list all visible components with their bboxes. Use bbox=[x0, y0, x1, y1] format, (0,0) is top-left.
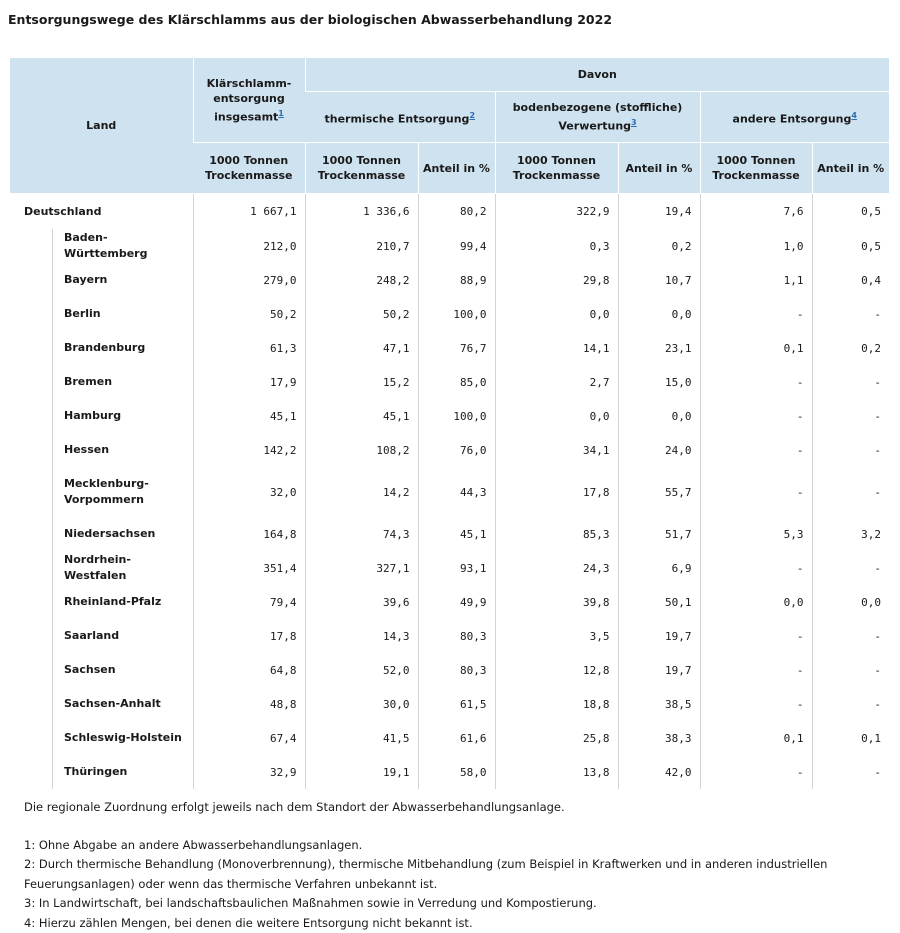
row-value: 212,0 bbox=[193, 229, 305, 263]
row-value: 0,0 bbox=[700, 585, 812, 619]
row-land-name: Thüringen bbox=[10, 755, 193, 789]
row-value: 61,6 bbox=[418, 721, 495, 755]
header-land: Land bbox=[10, 58, 193, 194]
footnote-link-1[interactable]: 1 bbox=[278, 108, 284, 118]
row-value: 19,7 bbox=[618, 619, 700, 653]
row-land-name: Rheinland-Pfalz bbox=[10, 585, 193, 619]
row-land-name: Hamburg bbox=[10, 399, 193, 433]
row-value: 17,8 bbox=[193, 619, 305, 653]
row-value: 0,2 bbox=[812, 331, 889, 365]
row-value: - bbox=[812, 551, 889, 585]
row-value: 2,7 bbox=[495, 365, 618, 399]
table-row bbox=[10, 585, 889, 619]
header-unit-share: Anteil in % bbox=[812, 143, 889, 194]
row-value: 17,9 bbox=[193, 365, 305, 399]
header-thermal: thermische Entsorgung$^2$ bbox=[305, 92, 495, 143]
row-value: 39,8 bbox=[495, 585, 618, 619]
row-value: 38,3 bbox=[618, 721, 700, 755]
row-value: 99,4 bbox=[418, 229, 495, 263]
table-row bbox=[10, 619, 889, 653]
row-value: 0,1 bbox=[700, 331, 812, 365]
row-value: - bbox=[812, 433, 889, 467]
row-value: 34,1 bbox=[495, 433, 618, 467]
row-value: - bbox=[700, 755, 812, 789]
row-value: - bbox=[700, 551, 812, 585]
row-value: 52,0 bbox=[305, 653, 418, 687]
row-value: - bbox=[812, 653, 889, 687]
table-row bbox=[10, 399, 889, 433]
table-row bbox=[10, 467, 889, 517]
row-value: 164,8 bbox=[193, 517, 305, 551]
row-value: 0,0 bbox=[495, 399, 618, 433]
header-unit-mass: 1000 Tonnen Trockenmasse bbox=[700, 143, 812, 194]
row-value: 85,0 bbox=[418, 365, 495, 399]
row-land-name: Sachsen-Anhalt bbox=[10, 687, 193, 721]
row-value: 61,5 bbox=[418, 687, 495, 721]
row-land-name: Hessen bbox=[10, 433, 193, 467]
row-value: 25,8 bbox=[495, 721, 618, 755]
row-value: 142,2 bbox=[193, 433, 305, 467]
row-value: 80,2 bbox=[418, 194, 495, 230]
row-value: 13,8 bbox=[495, 755, 618, 789]
row-value: 15,2 bbox=[305, 365, 418, 399]
row-value: 48,8 bbox=[193, 687, 305, 721]
page-title: Entsorgungswege des Klärschlamms aus der biologischen Abwasserbehandlung 2022 bbox=[8, 12, 613, 27]
row-value: - bbox=[812, 297, 889, 331]
footnote-4: 4: Hierzu zählen Mengen, bei denen die weitere Entsorgung nicht bekannt ist. bbox=[24, 915, 473, 930]
row-land-name: Niedersachsen bbox=[10, 517, 193, 551]
row-value: 93,1 bbox=[418, 551, 495, 585]
row-value: 80,3 bbox=[418, 619, 495, 653]
row-value: 50,1 bbox=[618, 585, 700, 619]
row-value: 15,0 bbox=[618, 365, 700, 399]
row-value: 10,7 bbox=[618, 263, 700, 297]
row-value: 79,4 bbox=[193, 585, 305, 619]
row-value: 1,1 bbox=[700, 263, 812, 297]
row-value: 100,0 bbox=[418, 297, 495, 331]
row-value: 45,1 bbox=[305, 399, 418, 433]
row-value: 12,8 bbox=[495, 653, 618, 687]
row-value: - bbox=[812, 619, 889, 653]
row-value: - bbox=[700, 433, 812, 467]
row-value: 39,6 bbox=[305, 585, 418, 619]
row-value: 64,8 bbox=[193, 653, 305, 687]
row-land-name: Brandenburg bbox=[10, 331, 193, 365]
row-value: 18,8 bbox=[495, 687, 618, 721]
row-value: 42,0 bbox=[618, 755, 700, 789]
row-value: 3,2 bbox=[812, 517, 889, 551]
row-value: 6,9 bbox=[618, 551, 700, 585]
table-row bbox=[10, 721, 889, 755]
row-value: - bbox=[700, 399, 812, 433]
row-value: 44,3 bbox=[418, 467, 495, 517]
footnote-1: 1: Ohne Abgabe an andere Abwasserbehandlungsanlagen. bbox=[24, 837, 363, 852]
row-value: 32,0 bbox=[193, 467, 305, 517]
table-row bbox=[10, 297, 889, 331]
row-value: 49,9 bbox=[418, 585, 495, 619]
row-value: 0,4 bbox=[812, 263, 889, 297]
row-value: 327,1 bbox=[305, 551, 418, 585]
footnote-link-4[interactable]: 4 bbox=[851, 110, 857, 120]
row-value: 108,2 bbox=[305, 433, 418, 467]
row-value: - bbox=[812, 365, 889, 399]
row-value: 61,3 bbox=[193, 331, 305, 365]
row-value: 85,3 bbox=[495, 517, 618, 551]
row-value: 30,0 bbox=[305, 687, 418, 721]
footnotes bbox=[24, 798, 884, 933]
row-land-name: Mecklenburg-Vorpommern bbox=[10, 467, 193, 517]
row-value: 0,1 bbox=[812, 721, 889, 755]
row-value: 0,0 bbox=[618, 399, 700, 433]
row-value: 51,7 bbox=[618, 517, 700, 551]
row-value: - bbox=[700, 653, 812, 687]
regional-note: Die regionale Zuordnung erfolgt jeweils nach dem Standort der Abwasserbehandlungsanlage. bbox=[24, 800, 565, 814]
table-row bbox=[10, 263, 889, 297]
table-row bbox=[10, 551, 889, 585]
row-value: 24,3 bbox=[495, 551, 618, 585]
row-value: 1 667,1 bbox=[193, 194, 305, 230]
row-value: - bbox=[812, 755, 889, 789]
table-row bbox=[10, 229, 889, 263]
row-land-name: Sachsen bbox=[10, 653, 193, 687]
header-unit-share: Anteil in % bbox=[418, 143, 495, 194]
row-value: 210,7 bbox=[305, 229, 418, 263]
row-value: 0,1 bbox=[700, 721, 812, 755]
row-value: 14,1 bbox=[495, 331, 618, 365]
row-value: 29,8 bbox=[495, 263, 618, 297]
header-unit-mass: 1000 Tonnen Trockenmasse bbox=[305, 143, 418, 194]
row-value: 19,1 bbox=[305, 755, 418, 789]
table-row bbox=[10, 687, 889, 721]
row-value: 19,7 bbox=[618, 653, 700, 687]
row-value: 47,1 bbox=[305, 331, 418, 365]
row-value: 351,4 bbox=[193, 551, 305, 585]
header-other: andere Entsorgung$^4$ bbox=[700, 92, 889, 143]
header-unit-mass: 1000 Tonnen Trockenmasse bbox=[495, 143, 618, 194]
row-value: 0,0 bbox=[618, 297, 700, 331]
row-value: 0,2 bbox=[618, 229, 700, 263]
row-land-name: Bayern bbox=[10, 263, 193, 297]
row-land-name: Saarland bbox=[10, 619, 193, 653]
row-value: 5,3 bbox=[700, 517, 812, 551]
row-value: 14,2 bbox=[305, 467, 418, 517]
row-value: 76,0 bbox=[418, 433, 495, 467]
row-value: 50,2 bbox=[305, 297, 418, 331]
row-value: - bbox=[812, 687, 889, 721]
row-value: 1 336,6 bbox=[305, 194, 418, 230]
row-value: 41,5 bbox=[305, 721, 418, 755]
row-value: - bbox=[700, 687, 812, 721]
row-value: 279,0 bbox=[193, 263, 305, 297]
row-value: 100,0 bbox=[418, 399, 495, 433]
row-value: 322,9 bbox=[495, 194, 618, 230]
row-value: 0,5 bbox=[812, 194, 889, 230]
table-body bbox=[10, 194, 889, 790]
footnote-2: 2: Durch thermische Behandlung (Monoverbrennung), thermische Mitbehandlung (zum Beispiel in Kraftwerken und in anderen industriellen Feuerungsanlagen) oder wenn das thermische Verfahren unbekannt ist. bbox=[24, 857, 828, 891]
footnote-3: 3: In Landwirtschaft, bei landschaftsbaulichen Maßnahmen sowie in Verredung und Kompostierung. bbox=[24, 896, 597, 910]
table-row bbox=[10, 433, 889, 467]
table-row bbox=[10, 653, 889, 687]
row-value: 88,9 bbox=[418, 263, 495, 297]
row-land-name: Baden-Württemberg bbox=[10, 229, 193, 263]
row-value: 45,1 bbox=[418, 517, 495, 551]
row-value: 14,3 bbox=[305, 619, 418, 653]
row-value: 50,2 bbox=[193, 297, 305, 331]
header-unit-share: Anteil in % bbox=[618, 143, 700, 194]
header-davon: Davon bbox=[305, 58, 889, 92]
row-value: 1,0 bbox=[700, 229, 812, 263]
data-table bbox=[10, 58, 889, 789]
row-value: - bbox=[812, 399, 889, 433]
table-row bbox=[10, 517, 889, 551]
row-value: - bbox=[700, 467, 812, 517]
row-value: 45,1 bbox=[193, 399, 305, 433]
row-value: 0,0 bbox=[495, 297, 618, 331]
footnote-link-3[interactable]: 3 bbox=[631, 118, 637, 128]
table-row bbox=[10, 365, 889, 399]
header-unit-mass: 1000 Tonnen Trockenmasse bbox=[193, 143, 305, 194]
row-value: 7,6 bbox=[700, 194, 812, 230]
row-value: 248,2 bbox=[305, 263, 418, 297]
row-value: 58,0 bbox=[418, 755, 495, 789]
row-value: 80,3 bbox=[418, 653, 495, 687]
header-total: Klärschlamm-entsorgung insgesamt$^1$ bbox=[193, 58, 305, 143]
footnote-link-2[interactable]: 2 bbox=[469, 110, 476, 120]
row-value: 24,0 bbox=[618, 433, 700, 467]
row-value: 23,1 bbox=[618, 331, 700, 365]
row-value: 32,9 bbox=[193, 755, 305, 789]
row-value: 74,3 bbox=[305, 517, 418, 551]
header-soil: bodenbezogene (stoffliche) Verwertung$^3$ bbox=[495, 92, 700, 143]
row-value: 0,0 bbox=[812, 585, 889, 619]
row-land-name: Deutschland bbox=[24, 204, 102, 218]
row-value: - bbox=[700, 619, 812, 653]
row-value: 76,7 bbox=[418, 331, 495, 365]
row-value: 17,8 bbox=[495, 467, 618, 517]
row-value: 19,4 bbox=[618, 194, 700, 230]
table-row bbox=[10, 331, 889, 365]
row-land-name: Schleswig-Holstein bbox=[10, 721, 193, 755]
row-value: 67,4 bbox=[193, 721, 305, 755]
row-value: 0,5 bbox=[812, 229, 889, 263]
table-row bbox=[10, 755, 889, 789]
row-value: 38,5 bbox=[618, 687, 700, 721]
row-land-name: Bremen bbox=[10, 365, 193, 399]
row-value: - bbox=[700, 297, 812, 331]
table-row bbox=[10, 194, 889, 230]
row-value: 0,3 bbox=[495, 229, 618, 263]
row-value: 55,7 bbox=[618, 467, 700, 517]
row-land-name: Berlin bbox=[10, 297, 193, 331]
row-value: 3,5 bbox=[495, 619, 618, 653]
row-land-name: Nordrhein-Westfalen bbox=[10, 551, 193, 585]
row-value: - bbox=[812, 467, 889, 517]
row-value: - bbox=[700, 365, 812, 399]
